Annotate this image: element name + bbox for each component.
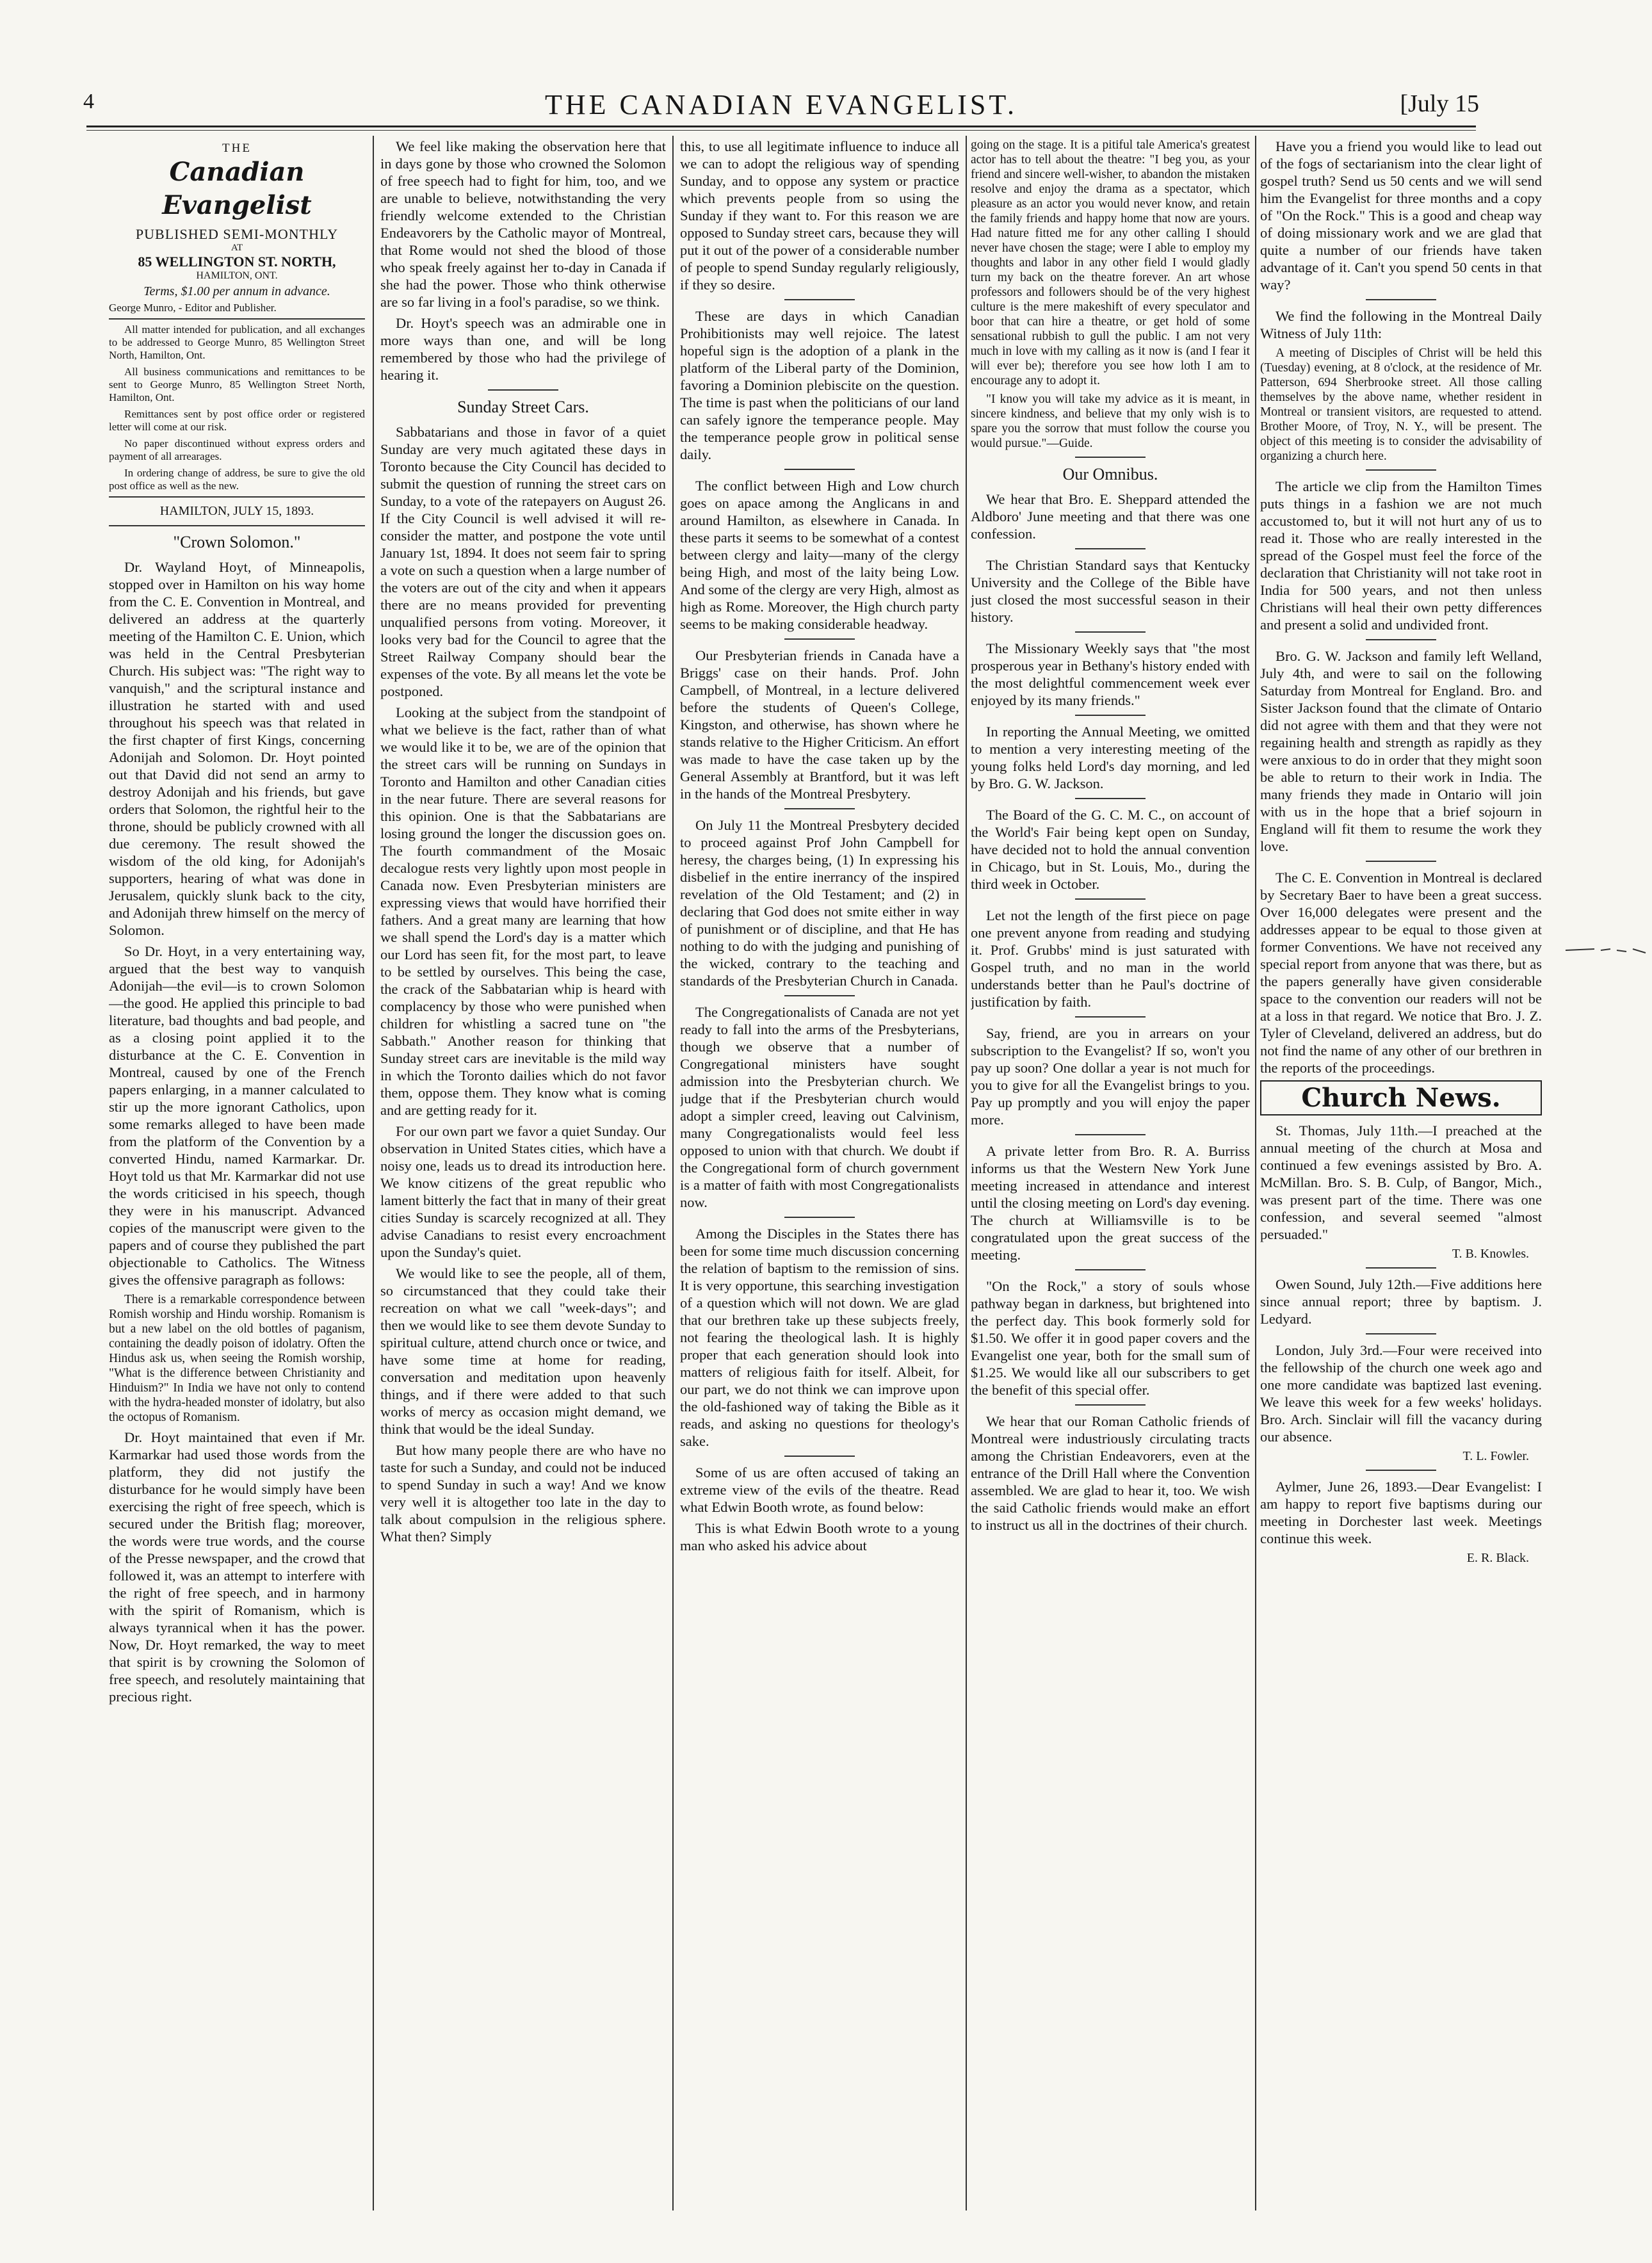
column-1 (109, 138, 365, 2193)
section-rule (1075, 1016, 1146, 1018)
article-paragraph: this, to use all legitimate influence to induce all we can to adopt the religious way of spending Sunday, and to oppose any system or practice which prevents people from so using the Sunday if they want to. For this reason we are opposed to Sunday street cars, because they will put it out of the power of a considerable number of people to spend Sunday regularly religiously, if they so desire. (680, 138, 959, 293)
news-item: Let not the length of the first piece on page one prevent anyone from reading and studying it. Prof. Grubbs' mind is just saturated with Gospel truth, and no man in the world understands better than he Paul's doctrine of justification by faith. (971, 907, 1250, 1010)
header-rule-thin (86, 130, 1476, 131)
news-item: The Board of the G. C. M. C., on account of the World's Fair being kept open on Sunday, have decided not to hold the annual convention in Chicago, but in St. Louis, Mo., during the third week in October. (971, 807, 1250, 892)
section-rule (784, 1456, 855, 1457)
section-rule (1075, 898, 1146, 900)
notice-business: All business communications and remittances to be sent to George Munro, 85 Wellington Street North, Hamilton, Ont. (109, 366, 365, 403)
heading-sunday-street-cars: Sunday Street Cars. (457, 398, 589, 416)
header-rule (86, 126, 1476, 127)
section-rule (1075, 715, 1146, 716)
news-item: A private letter from Bro. R. A. Burriss informs us that the Western New York June meeting increased in attendance and interest until the closing meeting on Lord's day evening. The church at Williamsville is to be congratulated upon the great success of the meeting. (971, 1143, 1250, 1263)
newspaper-title: THE CANADIAN EVANGELIST. (545, 89, 1017, 120)
article-paragraph: Dr. Hoyt maintained that even if Mr. Karmarkar had used those words from the platform, they did not justify the disturbance for he would simply have been exercising the right of free speech, which is secured under the British flag; moreover, the words were true words, and the course of the Presse newspaper, and the crowd that followed it, was an attempt to interfere with the right of free speech, and in harmony with the spirit of Romanism, which is always tyrannical when it has the power. Now, Dr. Hoyt remarked, the way to meet that spirit is by crowning the Solomon of free speech, and resolutely maintaining that precious right. (109, 1429, 365, 1705)
news-item: In reporting the Annual Meeting, we omitted to mention a very interesting meeting of the young folks held Lord's day morning, and led by Bro. G. W. Jackson. (971, 724, 1250, 791)
notice-address-change: In ordering change of address, be sure to give the old post office as well as the new. (109, 467, 365, 492)
column-rule (1255, 136, 1256, 2210)
quoted-paragraph: "I know you will take my advice as it is meant, in sincere kindness, and believe that my only wish is to spare you the sorrow that must follow the course you would pursue."—Guide. (971, 393, 1250, 450)
church-report: Aylmer, June 26, 1893.—Dear Evangelist: I am happy to report five baptisms during our meeting in Dorchester last week. Meetings continue this week. (1260, 1479, 1542, 1546)
article-paragraph: Our Presbyterian friends in Canada have a Briggs' case on their hands. Prof. John Campbell, of Montreal, in a lecture delivered before the students of Queen's College, Kingston, and otherwise, has shown where he stands relative to the Higher Criticism. An effort was made to have the case taken up by the General Assembly at Brantford, but it was left in the hands of the Montreal Presbytery. (680, 647, 959, 802)
article-paragraph: So Dr. Hoyt, in a very entertaining way, argued that the best way to vanquish Adonijah—the evil—is to crown Solomon—the good. He applied this principle to bad literature, bad thoughts and bad people, and as a closing point applied it to the disturbance at the C. E. Convention in Montreal, caused by one of the French papers enlarging, in a manner calculated to stir up the more ignorant Catholics, upon some remarks alleged to have been made from the platform of the Convention by a converted Hindu, named Karmarkar. Dr. Hoyt told us that Mr. Karmarkar did not use the words criticised in his speech, though they were in his manuscript. Advanced copies of the manuscript were given to the papers and of course they published the part objectionable to Catholics. The Witness gives the offensive paragraph as follows: (109, 943, 365, 1288)
section-rule (1075, 548, 1146, 549)
section-rule (1075, 457, 1146, 458)
page-number: 4 (83, 90, 94, 113)
article-paragraph: But how many people there are who have no taste for such a Sunday, and could not be induced to spend Sunday in such a way! And we know very well it is altogether too late in the day to talk about compulsion in the religious sphere. What then? Simply (380, 1442, 666, 1545)
masthead-name: Canadian Evangelist (162, 157, 312, 220)
column-2 (380, 138, 666, 2193)
news-item: "On the Rock," a story of souls whose pathway began in darkness, but brightened into the perfect day. This book formerly sold for $1.50. We offer it in good paper covers and the Evangelist one year, both for the small sum of $1.25. We would like all our subscribers to get the benefit of this special offer. (971, 1278, 1250, 1398)
column-rule (672, 136, 674, 2210)
article-paragraph: Dr. Wayland Hoyt, of Minneapolis, stopped over in Hamilton on his way home from the C. E. Convention in Montreal, and delivered an address at the quarterly meeting of the Hamilton C. E. Union, which was held in the Central Presbyterian Church. His subject was: "The right way to vanquish," and the scriptural instance and illustration he started with and used throughout his speech was that related in the first chapter of first Kings, concerning Adonijah and Solomon. Dr. Hoyt pointed out that David did not send an army to destroy Adonijah and his friends, but gave orders that Solomon, the rightful heir to the throne, should be publicly crowned with all due ceremony. The result showed the wisdom of the old king, for Adonijah's supporters, hearing of what was done in Jerusalem, quickly slunk back to the city, and Adonijah threw himself on the mercy of Solomon. (109, 559, 365, 938)
news-item: The Missionary Weekly says that "the most prosperous year in Bethany's history ended with the most delightful commencement week ever enjoyed by its many friends." (971, 640, 1250, 708)
news-item: We hear that Bro. E. Sheppard attended the Aldboro' June meeting and that there was one confession. (971, 491, 1250, 542)
margin-ink-mark (1562, 941, 1652, 961)
article-paragraph: The conflict between High and Low church goes on apace among the Anglicans in and around Hamilton, as elsewhere in Canada. In these parts it seems to be somewhat of a contest between clergy and laity—many of the clergy being High, and most of the laity being Low. And some of the clergy are very High, almost as high as Rome. Moreover, the High church party seems to be making considerable headway. (680, 478, 959, 632)
column-rule (966, 136, 967, 2210)
signature: E. R. Black. (1466, 1551, 1529, 1565)
article-paragraph: The Congregationalists of Canada are not yet ready to fall into the arms of the Presbyterians, though we observe that a number of Congregational ministers have sought admission into the Presbyterian church. We judge that if the Presbyterian church would adopt a simpler creed, leaving out Calvinism, many Congregationalists would feel less opposed to union with that church. We doubt if the Congregational form of church government is a matter of faith with most Congregationalists now. (680, 1004, 959, 1210)
masthead-published: PUBLISHED SEMI-MONTHLY (135, 226, 339, 242)
news-item: Say, friend, are you in arrears on your subscription to the Evangelist? If so, won't you pay up soon? One dollar a year is not much for you to give for all the Evangelist brings to you. Pay up promptly and you will enjoy the paper more. (971, 1025, 1250, 1128)
notice-matter: All matter intended for publication, and all exchanges to be addressed to George Munro, 85 Wellington Street North, Hamilton, Ont. (109, 323, 365, 361)
section-rule (784, 1217, 855, 1218)
news-item: Bro. G. W. Jackson and family left Welland, July 4th, and were to sail on the following Saturday from Montreal for England. Bro. and Sister Jackson found that the climate of Ontario did not agree with them and that they were not regaining health and strength as rapidly as they were anxious to do in order that they might soon be able to return to their work in India. The many friends they made in Ontario will join with us in the hope that a brief sojourn in England will fit them to resume the work they love. (1260, 648, 1542, 854)
section-rule (1366, 469, 1436, 471)
issue-date-text: July 15 (1408, 90, 1479, 117)
section-rule (784, 299, 855, 300)
heading-crown-solomon: "Crown Solomon." (173, 533, 301, 551)
quoted-paragraph: going on the stage. It is a pitiful tale America's greatest actor has to tell about the theatre: "I beg you, as your friend and sincere well-wisher, to abandon the mistaken resolve and enjoy the drama as a spectator, which pleasure as an actor you would never know, and retain the family friends and happy home that now are yours. Had nature fitted me for any other calling I should never have chosen the stage; were I able to employ my thoughts and labor in any other field I would gladly turn my back on the theatre forever. An art whose professors and followers should be of the very highest culture is the mere makeshift of every speculator and boor that can hire a theatre, or get hold of some sensational rubbish to gull the public. I am not very much in love with my calling as it now is (and I fear it will ever be); therefore you see how loth I am to encourage any to adopt it. (971, 138, 1250, 387)
section-rule (1366, 1267, 1436, 1269)
article-paragraph: For our own part we favor a quiet Sunday. Our observation in United States cities, which have a noisy one, leads us to dread its introduction here. We know citizens of the great republic who lament bitterly the fact that in many of their great cities Sunday is scarcely recognized at all. They advise Canadians to resist every encroachment upon the Sunday's quiet. (380, 1123, 666, 1260)
column-4 (971, 138, 1250, 2193)
masthead-the: THE (222, 142, 252, 155)
section-rule (1075, 798, 1146, 799)
section-rule (1075, 1404, 1146, 1406)
section-rule (784, 808, 855, 809)
masthead-city: HAMILTON, ONT. (196, 270, 278, 281)
section-rule (1075, 1269, 1146, 1270)
article-paragraph: Sabbatarians and those in favor of a quiet Sunday are very much agitated these days in Toronto because the City Council has decided to submit the question of running the street cars on Sunday, to a vote of the ratepayers on August 26. If the City Council is well advised it will re-consider the matter, and postpone the vote until January 1st, 1894. It does not seem fair to spring a vote on such a question when a large number of the voters are out of the city and when it appears there are no means provided for preventing unqualified persons from voting. Moreover, it looks very bad for the Council to agree that the Street Railway Company should bear the expenses of the vote. By all means let the vote be postponed. (380, 424, 666, 699)
section-rule (784, 638, 855, 640)
news-item: The C. E. Convention in Montreal is declared by Secretary Baer to have been a great success. Over 16,000 delegates were present and the addresses appear to be equal to those given at former Conventions. We have not received any special report from anyone that was there, but as the papers generally have given considerable space to the convention our readers will not be at a loss in that regard. We notice that Bro. J. Z. Tyler of Cleveland, delivered an address, but do not find the name of any other of our brethren in the reports of the proceedings. (1260, 870, 1542, 1076)
news-item: The Christian Standard says that Kentucky University and the College of the Bible have just closed the most successful season in their history. (971, 557, 1250, 625)
masthead-at: AT (231, 243, 243, 253)
section-rule (1075, 1134, 1146, 1135)
section-rule (1366, 861, 1436, 862)
dateline-rule-top (109, 496, 365, 498)
column-rule (373, 136, 374, 2210)
news-item: Have you a friend you would like to lead out of the fogs of sectarianism into the clear light of gospel truth? Send us 50 cents and we will send him the Evangelist for three months and a copy of "On the Rock." This is a good and cheap way of doing missionary work and we are glad that quite a number of our friends have taken advantage of it. Can't you spend 50 cents in that way? (1260, 138, 1542, 293)
article-paragraph: Dr. Hoyt's speech was an admirable one in more ways than one, and will be long remembered by those who had the privilege of hearing it. (380, 315, 666, 383)
church-report: London, July 3rd.—Four were received into the fellowship of the church one week ago and one more candidate was baptized last evening. We leave this week for a few weeks' holidays. Bro. Arch. Sinclair will fill the vacancy during our absence. (1260, 1342, 1542, 1445)
article-paragraph: Among the Disciples in the States there has been for some time much discussion concerning the relation of baptism to the remission of sins. It is very opportune, this searching investigation of a question which will not down. We are glad that our brethren take up these subjects freely, not fearing the theological lash. It is highly proper that each generation should look into matters of religious faith for itself. Albeit, for our part, we do not think we can improve upon the old-fashioned way of taking the Bible as it reads, and asking no questions for theology's sake. (680, 1226, 959, 1449)
quoted-paragraph: A meeting of Disciples of Christ will be held this (Tuesday) evening, at 8 o'clock, at the residence of Mr. Patterson, 694 Sherbrooke street. All those calling themselves by the above name, whether resident in Montreal or transient visitors, are requested to attend. Brother Moore, of Troy, N. Y., will be present. The object of this meeting is to consider the advisability of organizing a church here. (1260, 346, 1542, 463)
article-paragraph: Some of us are often accused of taking an extreme view of the evils of the theatre. Read what Edwin Booth wrote, as found below: (680, 1464, 959, 1515)
dateline: HAMILTON, JULY 15, 1893. (159, 504, 314, 518)
signature: T. L. Fowler. (1462, 1449, 1529, 1463)
church-report: St. Thomas, July 11th.—I preached at the annual meeting of the church at Mosa and continued a few evenings assisted by Bro. A. McMillan. Bro. S. B. Culp, of Bangor, Mich., was present part of the time. There was one confession, and several seemed "almost persuaded." (1260, 1123, 1542, 1242)
column-3 (680, 138, 959, 2193)
masthead-terms: Terms, $1.00 per annum in advance. (143, 284, 330, 298)
section-rule (1075, 631, 1146, 633)
notice-remittances: Remittances sent by post office order or registered letter will come at our risk. (109, 408, 365, 433)
signature: T. B. Knowles. (1452, 1247, 1529, 1261)
masthead-address: 85 WELLINGTON ST. NORTH, (138, 254, 336, 270)
issue-date: [July 15 (1400, 90, 1479, 117)
article-paragraph: Looking at the subject from the standpoint of what we believe is the fact, rather than of what we would like it to be, we are of the opinion that the street cars will be running on Sundays in Toronto and Hamilton and other Canadian cities in the near future. There are several reasons for this opinion. One is that the Sabbatarians are losing ground the longer the discussion goes on. The fourth commandment of the Mosaic decalogue rests very lightly upon most people in Canada now. Even Presbyterian ministers are expressing views that would have horrified their fathers. And a great many are learning that how we shall spend the Lord's day is a matter which our Lord has seen fit, for the most part, to leave to be settled by ourselves. This being the case, the crack of the Sabbatarian whip is heard with complacency by those who were punished when children for whistling a sacred tune on "the Sabbath." Another reason for thinking that Sunday street cars are inevitable is the mild way in which the Toronto dailies which do not favor them, oppose them. They know what is coming and are getting ready for it. (380, 704, 666, 1118)
quoted-paragraph: There is a remarkable correspondence between Romish worship and Hindu worship. Romanism is but a new label on the old bottles of paganism, containing the deadly poison of idolatry. Often the Hindus ask us, when seeing the Romish worship, "What is the difference between Christianity and Hinduism?" In India we have not only to contend with the hydra-headed monster of idolatry, but also the octopus of Romanism. (109, 1293, 365, 1424)
section-rule (784, 995, 855, 996)
article-paragraph: We feel like making the observation here that in days gone by those who crowned the Solomon of free speech had to fight for him, too, and we are unable to believe, notwithstanding the very friendly welcome extended to the Christian Endeavorers by the Catholic mayor of Montreal, that Rome would not shed the blood of those who speak freely against her to-day in Canada if she had the power. Those who think otherwise are so far living in a fool's paradise, so we think. (380, 138, 666, 310)
news-item: We hear that our Roman Catholic friends of Montreal were industriously circulating tracts among the Christian Endeavorers, even at the entrance of the Drill Hall where the Convention assembled. We are glad to hear it, too. We wish the said Catholic friends would make an effort to instruct us all in the doctrines of their church. (971, 1413, 1250, 1533)
masthead-rule (109, 318, 365, 320)
masthead-editor: George Munro, - Editor and Publisher. (109, 302, 277, 314)
church-report: Owen Sound, July 12th.—Five additions here since annual report; three by baptism. J. Ledyard. (1260, 1276, 1542, 1327)
section-rule (488, 389, 558, 391)
section-rule (784, 469, 855, 470)
news-item: We find the following in the Montreal Daily Witness of July 11th: (1260, 308, 1542, 341)
article-paragraph: On July 11 the Montreal Presbytery decided to proceed against Prof John Campbell for heresy, the charges being, (1) In expressing his disbelief in the entire inerrancy of the inspired revelation of the Old Testament; and (2) in declaring that God does not smite either in way of punishment or of discipline, and that He has nothing to do with the judging and punishing of the wicked, contrary to the teaching and standards of the Presbyterian Church in Canada. (680, 817, 959, 989)
running-header (83, 83, 1479, 128)
section-rule (1366, 1333, 1436, 1334)
article-paragraph: We would like to see the people, all of them, so circumstanced that they could take their recreation on what we call "week-days"; and then we would like to see them devote Sunday to spiritual culture, attend church once or twice, and have some time at home for reading, conversation and meditation upon heavenly things, and if there were added to that such works of mercy as occasion might demand, we think that would be the ideal Sunday. (380, 1265, 666, 1437)
article-paragraph: This is what Edwin Booth wrote to a young man who asked his advice about (680, 1520, 959, 1553)
dateline-rule-bottom (109, 525, 365, 526)
section-rule (1366, 299, 1436, 300)
section-rule (1366, 1470, 1436, 1471)
news-item: The article we clip from the Hamilton Times puts things in a fashion we are not much accustomed to, but it will not hurt any of us to read it. Those who are really interested in the spread of the Gospel must feel the force of the declaration that Christianity will not take root in India for 500 years, and not then unless Christians will heal their own petty differences and present a solid and undivided front. (1260, 478, 1542, 633)
heading-our-omnibus: Our Omnibus. (1062, 465, 1158, 483)
notice-discontinue: No paper discontinued without express orders and payment of all arrearages. (109, 437, 365, 462)
heading-church-news: Church News. (1260, 1080, 1542, 1115)
section-rule (1366, 639, 1436, 640)
article-paragraph: These are days in which Canadian Prohibitionists may well rejoice. The latest hopeful sign is the adoption of a plank in the platform of the Liberal party of the Dominion, favoring a Dominion plebiscite on the question. The time is past when the politicians of our land can safely ignore the temperance people. May the temperance people grow in political sense daily. (680, 308, 959, 462)
column-5 (1260, 138, 1542, 2193)
